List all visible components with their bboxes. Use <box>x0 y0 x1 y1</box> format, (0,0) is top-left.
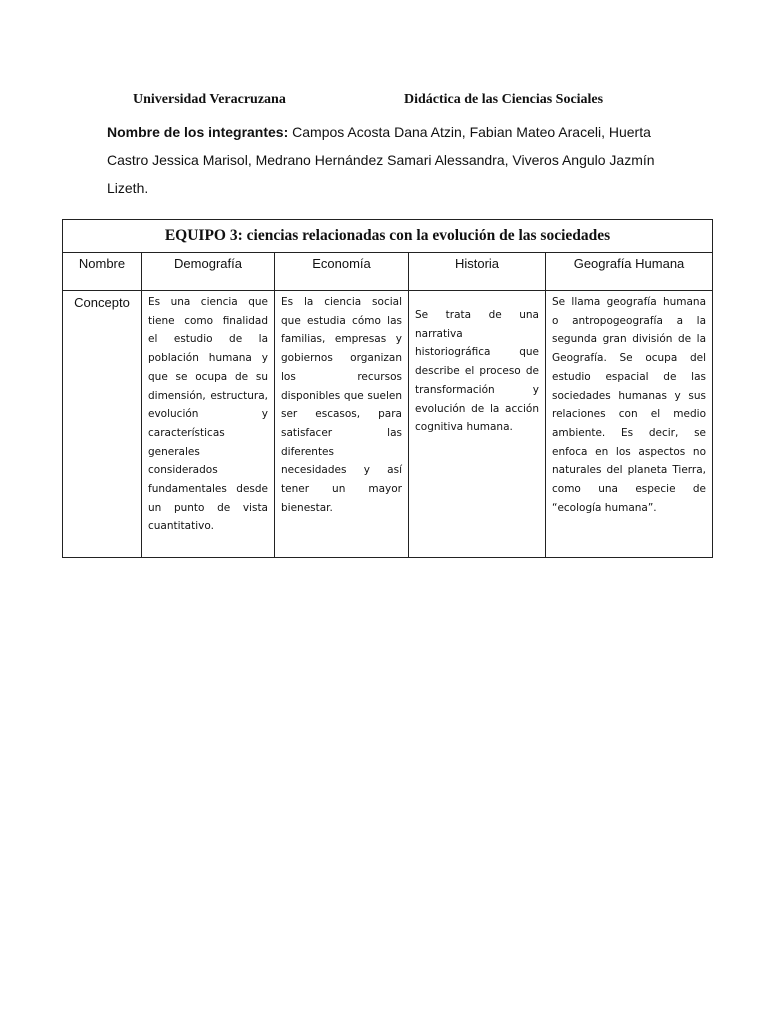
members-paragraph <box>107 118 667 202</box>
table-header-row <box>63 253 713 291</box>
members-names: Campos Acosta Dana Atzin, Fabian Mateo Araceli, Huerta Castro Jessica Marisol, Medrano Hernández Samari Alessandra, Viveros Angulo Jazmín Lizeth. <box>107 124 655 196</box>
header-geografia-humana: Geografía Humana <box>546 253 713 291</box>
row-label-concepto: Concepto <box>63 291 142 558</box>
concept-economia: Es la ciencia social que estudia cómo las familias, empresas y gobiernos organizan los recursos disponibles que suelen ser escasos, para satisfacer las diferentes necesidades y así tener un mayor bienestar. <box>275 291 409 558</box>
institution-name: Universidad Veracruzana <box>133 92 286 107</box>
header-demografia: Demografía <box>142 253 275 291</box>
table-row <box>63 291 713 558</box>
header-economia: Economía <box>275 253 409 291</box>
concept-demografia: Es una ciencia que tiene como finalidad el estudio de la población humana y que se ocupa de su dimensión, estructura, evolución y características generales considerados fundamentales desde un punto de vista cuantitativo. <box>142 291 275 558</box>
table-title: EQUIPO 3: ciencias relacionadas con la evolución de las sociedades <box>63 220 713 253</box>
concepts-table <box>62 219 713 558</box>
header-nombre: Nombre <box>63 253 142 291</box>
concept-geografia-humana: Se llama geografía humana o antropogeografía a la segunda gran división de la Geografía. Se ocupa del estudio espacial de las sociedades humanas y sus relaciones con el medio ambiente. Es decir, se enfoca en los aspectos no naturales del planeta Tierra, como una especie de “ecología humana”. <box>546 291 713 558</box>
concept-historia: Se trata de una narrativa historiográfica que describe el proceso de transformación y evolución de la acción cognitiva humana. <box>409 291 546 558</box>
header-historia: Historia <box>409 253 546 291</box>
course-name: Didáctica de las Ciencias Sociales <box>404 92 604 107</box>
members-label: Nombre de los integrantes: <box>107 124 289 140</box>
